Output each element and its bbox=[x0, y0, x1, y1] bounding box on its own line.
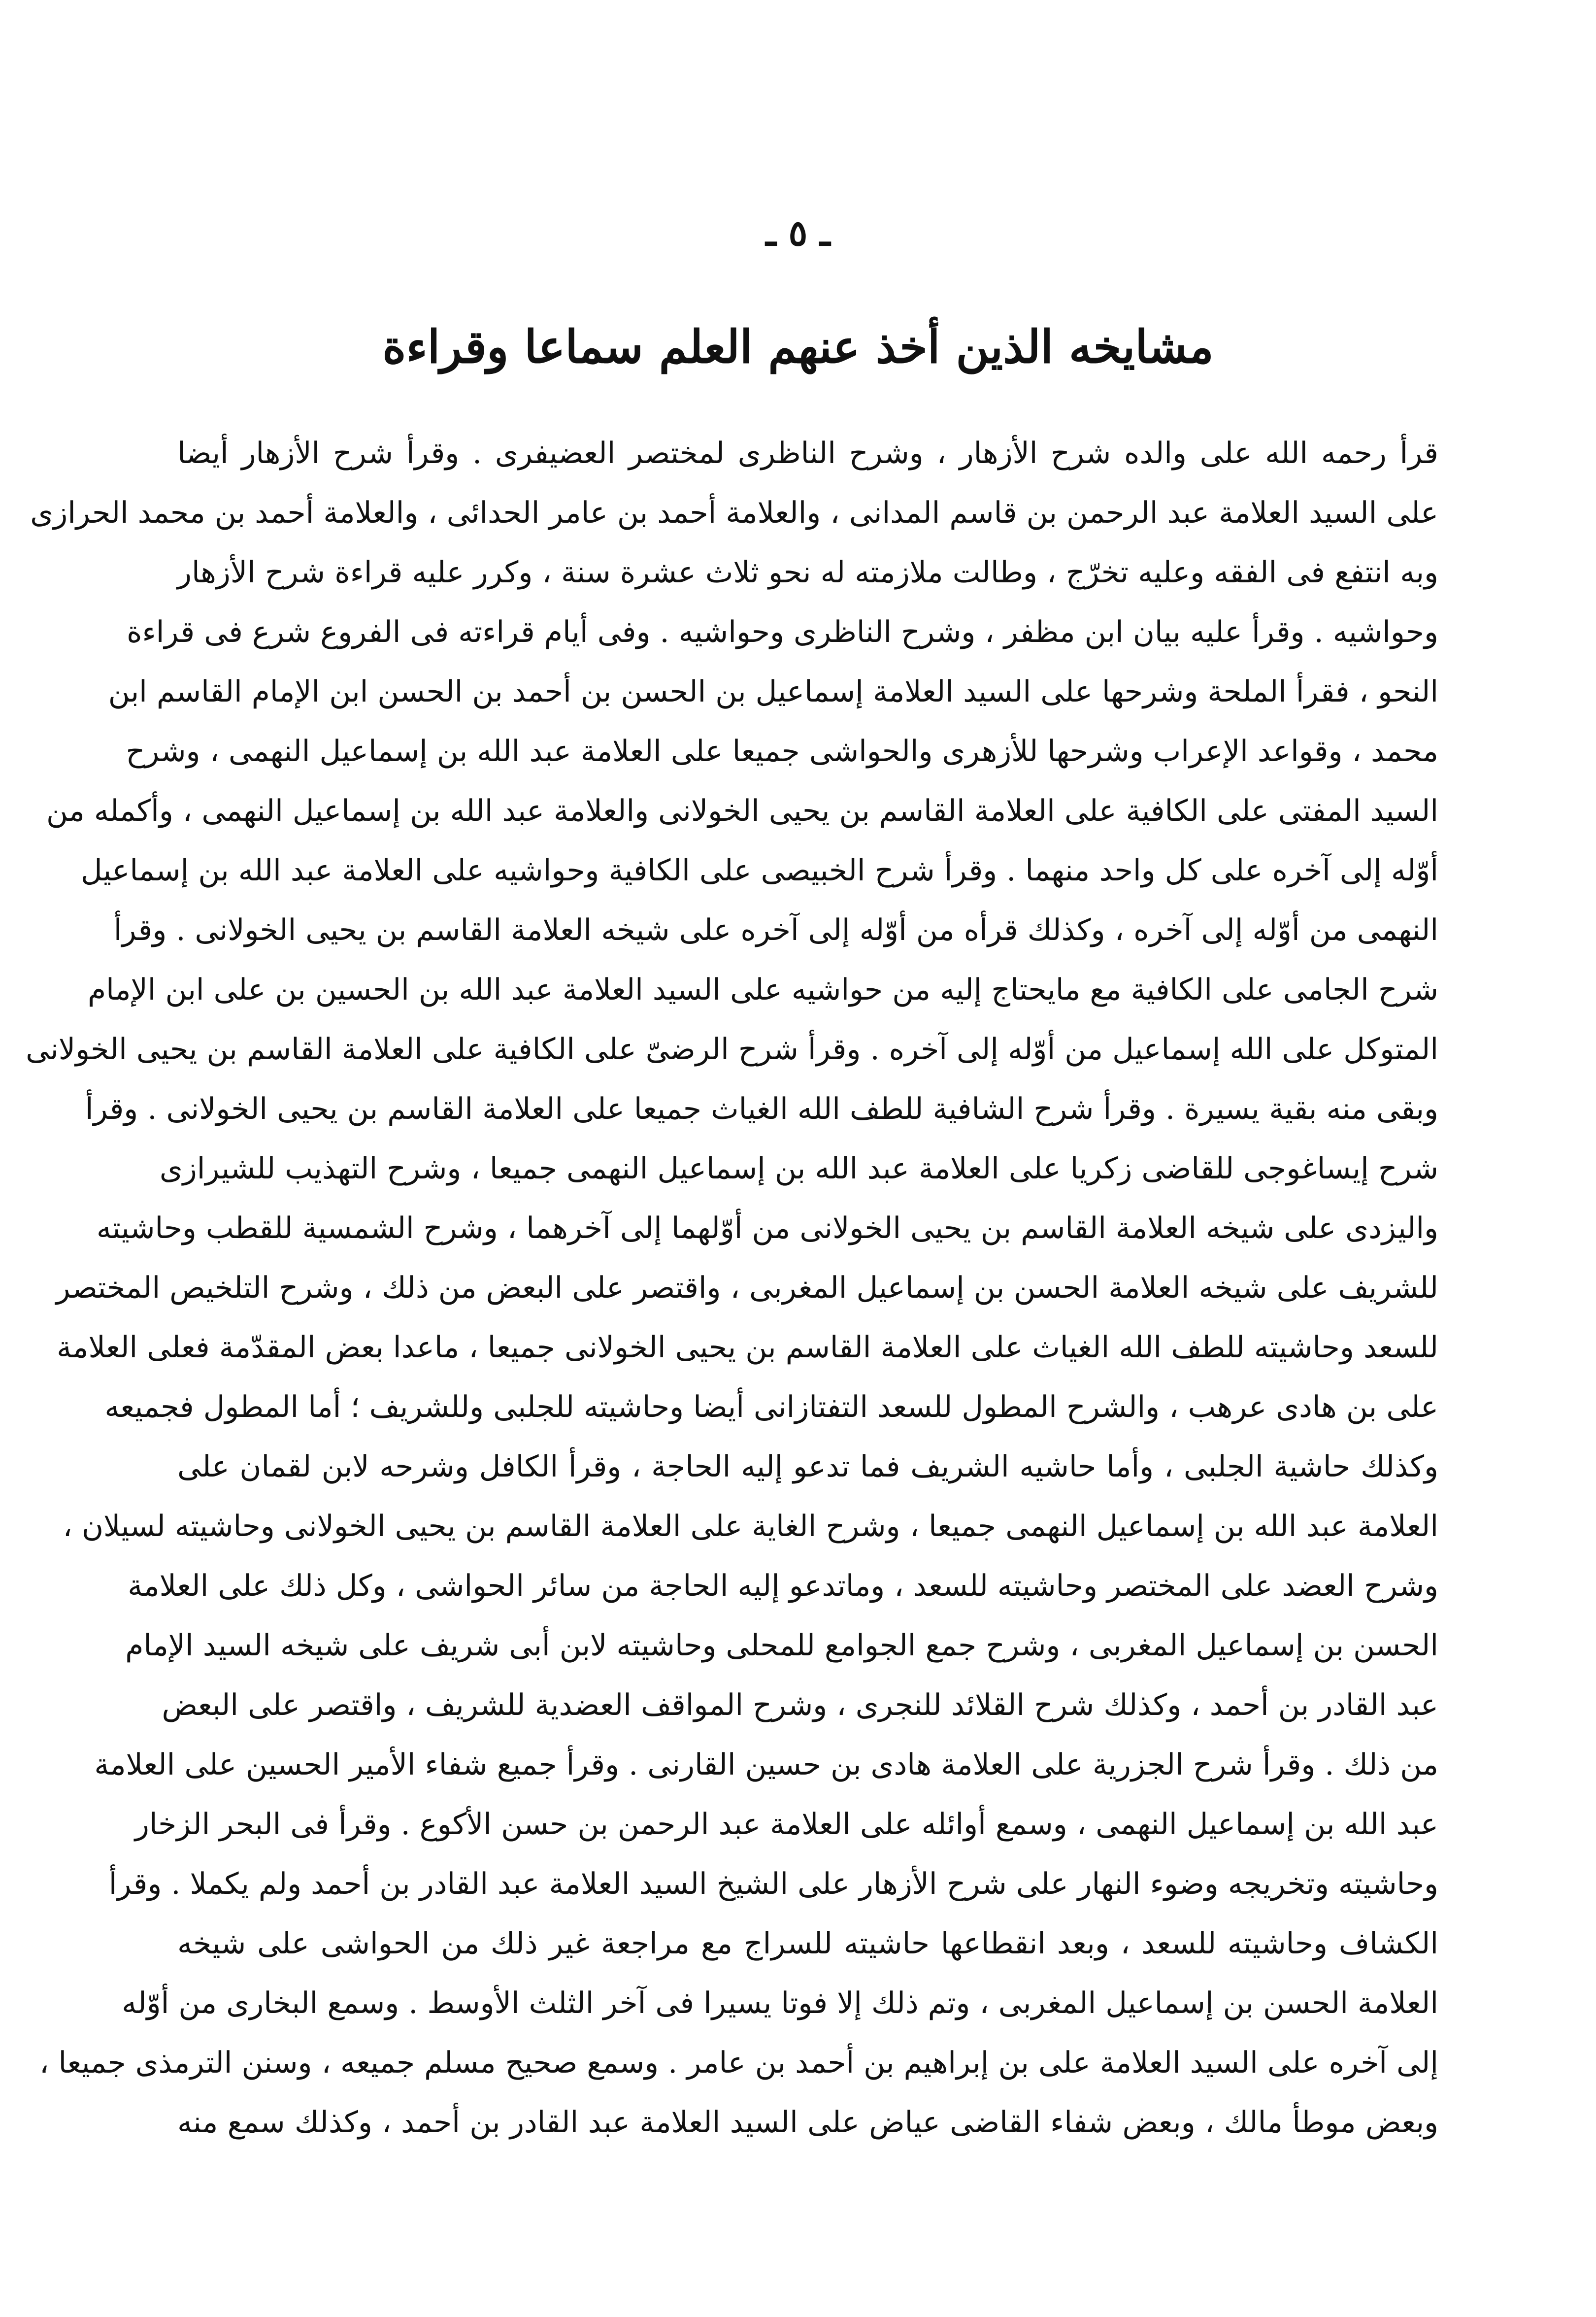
section-title: مشايخه الذين أخذ عنهم العلم سماعا وقراءة bbox=[382, 320, 1214, 373]
text-line: النهمى من أوّله إلى آخره ، وكذلك قرأه من أوّله إلى آخره على شيخه العلامة القاسم بن يحيى الخولانى . وقرأ bbox=[113, 913, 1438, 947]
text-line: وشرح العضد على المختصر وحاشيته للسعد ، وماتدعو إليه الحاجة من سائر الحواشى ، وكل ذلك على العلامة bbox=[128, 1569, 1438, 1603]
text-line: عبد الله بن إسماعيل النهمى ، وسمع أوائله على العلامة عبد الرحمن بن حسن الأكوع . وقرأ فى البحر الزخار bbox=[134, 1807, 1438, 1842]
text-line: للسعد وحاشيته للطف الله الغياث على العلامة القاسم بن يحيى الخولانى جميعا ، ماعدا بعض المقدّمة فعلى العلامة bbox=[57, 1330, 1438, 1365]
text-line: شرح إيساغوجى للقاضى زكريا على العلامة عبد الله بن إسماعيل النهمى جميعا ، وشرح التهذيب للشيرازى bbox=[159, 1151, 1438, 1186]
text-line: على بن هادى عرهب ، والشرح المطول للسعد التفتازانى أيضا وحاشيته للجلبى وللشريف ؛ أما المطول فجميعه bbox=[104, 1390, 1438, 1424]
text-line: وكذلك حاشية الجلبى ، وأما حاشيه الشريف فما تدعو إليه الحاجة ، وقرأ الكافل وشرحه لابن لقمان على bbox=[177, 1449, 1438, 1484]
body-text bbox=[26, 424, 1438, 2152]
text-line: العلامة الحسن بن إسماعيل المغربى ، وتم ذلك إلا فوتا يسيرا فى آخر الثلث الأوسط . وسمع البخارى من أوّله bbox=[122, 1986, 1438, 2020]
text-line: وبعض موطأ مالك ، وبعض شفاء القاضى عياض على السيد العلامة عبد القادر بن أحمد ، وكذلك سمع منه bbox=[177, 2105, 1438, 2140]
text-line: وحاشيته وتخريجه وضوء النهار على شرح الأزهار على الشيخ السيد العلامة عبد القادر بن أحمد ولم يكملا . وقرأ bbox=[108, 1867, 1438, 1901]
text-line: عبد القادر بن أحمد ، وكذلك شرح القلائد للنجرى ، وشرح المواقف العضدية للشريف ، واقتصر على البعض bbox=[162, 1688, 1438, 1722]
text-line: السيد المفتى على الكافية على العلامة القاسم بن يحيى الخولانى والعلامة عبد الله بن إسماعيل النهمى ، وأكمله من bbox=[46, 794, 1438, 828]
text-line: شرح الجامى على الكافية مع مايحتاج إليه من حواشيه على السيد العلامة عبد الله بن الحسين بن على ابن الإمام bbox=[87, 973, 1438, 1007]
text-line: النحو ، فقرأ الملحة وشرحها على السيد العلامة إسماعيل بن الحسن بن أحمد بن الحسن ابن الإمام القاسم ابن bbox=[108, 674, 1438, 709]
text-line: محمد ، وقواعد الإعراب وشرحها للأزهرى والحواشى جميعا على العلامة عبد الله بن إسماعيل النهمى ، وشرح bbox=[126, 734, 1438, 769]
text-line: وحواشيه . وقرأ عليه بيان ابن مظفر ، وشرح الناظرى وحواشيه . وفى أيام قراءته فى الفروع شرع فى قراءة bbox=[127, 615, 1438, 649]
text-line: المتوكل على الله إسماعيل من أوّله إلى آخره . وقرأ شرح الرضىّ على الكافية على العلامة القاسم بن يحيى الخولانى bbox=[26, 1032, 1438, 1067]
text-line: العلامة عبد الله بن إسماعيل النهمى جميعا ، وشرح الغاية على العلامة القاسم بن يحيى الخولانى وحاشيته لسيلان ، bbox=[63, 1509, 1438, 1544]
text-line: على السيد العلامة عبد الرحمن بن قاسم المدانى ، والعلامة أحمد بن عامر الحدائى ، والعلامة أحمد بن محمد الحرازى bbox=[30, 496, 1438, 530]
text-line: للشريف على شيخه العلامة الحسن بن إسماعيل المغربى ، واقتصر على البعض من ذلك ، وشرح التلخيص المختصر bbox=[56, 1271, 1438, 1305]
page-number: ـ ٥ ـ bbox=[765, 212, 831, 254]
text-line: إلى آخره على السيد العلامة على بن إبراهيم بن أحمد بن عامر . وسمع صحيح مسلم جميعه ، وسنن الترمذى جميعا ، bbox=[39, 2046, 1438, 2080]
text-line: وبه انتفع فى الفقه وعليه تخرّج ، وطالت ملازمته له نحو ثلاث عشرة سنة ، وكرر عليه قراءة شرح الأزهار bbox=[177, 555, 1438, 590]
text-line: الكشاف وحاشيته للسعد ، وبعد انقطاعها حاشيته للسراج مع مراجعة غير ذلك من الحواشى على شيخه bbox=[177, 1926, 1438, 1961]
text-line: من ذلك . وقرأ شرح الجزرية على العلامة هادى بن حسين القارنى . وقرأ جميع شفاء الأمير الحسين على العلامة bbox=[94, 1747, 1438, 1782]
text-line: أوّله إلى آخره على كل واحد منهما . وقرأ شرح الخبيصى على الكافية وحواشيه على العلامة عبد الله بن إسماعيل bbox=[80, 853, 1438, 888]
text-line: قرأ رحمه الله على والده شرح الأزهار ، وشرح الناظرى لمختصر العضيفرى . وقرأ شرح الأزهار أيضا bbox=[177, 436, 1438, 470]
text-line: الحسن بن إسماعيل المغربى ، وشرح جمع الجوامع للمحلى وحاشيته لابن أبى شريف على شيخه السيد الإمام bbox=[125, 1628, 1438, 1663]
text-line: وبقى منه بقية يسيرة . وقرأ شرح الشافية للطف الله الغياث جميعا على العلامة القاسم بن يحيى الخولانى . وقرأ bbox=[85, 1092, 1438, 1126]
text-line: واليزدى على شيخه العلامة القاسم بن يحيى الخولانى من أوّلهما إلى آخرهما ، وشرح الشمسية للقطب وحاشيته bbox=[96, 1211, 1438, 1245]
